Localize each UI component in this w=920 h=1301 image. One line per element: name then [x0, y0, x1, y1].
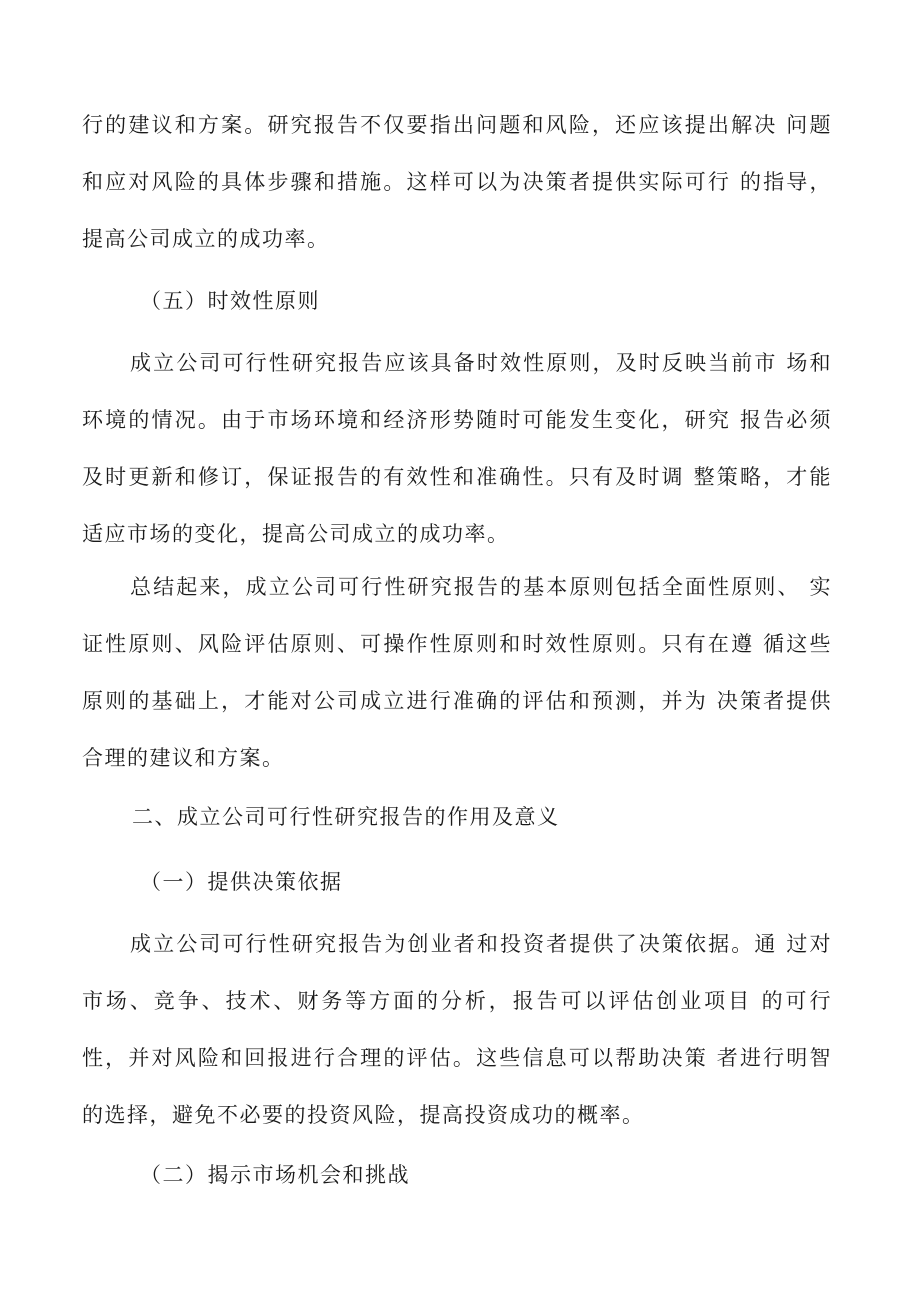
subheading-market-opportunities: （二）揭示市场机会和挑战: [140, 1163, 410, 1187]
section-heading-timeliness: （五）时效性原则: [140, 289, 320, 313]
paragraph-timeliness: 成立公司可行性研究报告应该具备时效性原则，及时反映当前市 场和环境的情况。由于市场环境和经济形势随时可能发生变化，研究 报告必须及时更新和修订，保证报告的有效性和准确性。只有及时调 整策略，才能适应市场的变化，提高公司成立的成功率。: [82, 351, 832, 546]
section-title-purpose: 二、成立公司可行性研究报告的作用及意义: [132, 805, 560, 829]
paragraph-decision-basis: 成立公司可行性研究报告为创业者和投资者提供了决策依据。通 过对市场、竞争、技术、财务等方面的分析，报告可以评估创业项目 的可行性，并对风险和回报进行合理的评估。这些信息可以帮助决策 者进行明智的选择，避免不必要的投资风险，提高投资成功的概率。: [82, 932, 832, 1127]
subheading-decision-basis: （一）提供决策依据: [140, 870, 343, 894]
paragraph-continuation: 行的建议和方案。研究报告不仅要指出问题和风险，还应该提出解决 问题和应对风险的具体步骤和措施。这样可以为决策者提供实际可行 的指导，提高公司成立的成功率。: [82, 113, 832, 251]
paragraph-summary: 总结起来，成立公司可行性研究报告的基本原则包括全面性原则、 实证性原则、风险评估原则、可操作性原则和时效性原则。只有在遵 循这些原则的基础上，才能对公司成立进行准确的评估和预测，并为 决策者提供合理的建议和方案。: [82, 575, 832, 770]
